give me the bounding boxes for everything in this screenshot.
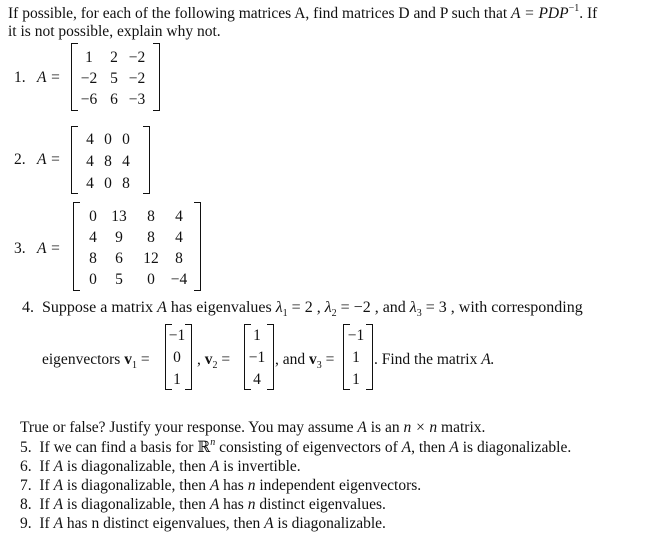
tf-item-text: is diagonalizable.	[462, 439, 572, 456]
problem-1-number: 1.	[14, 69, 26, 86]
problem-4-text-b: has eigenvalues	[170, 299, 272, 316]
problem-4-line-1	[22, 299, 583, 319]
find-var: A.	[481, 351, 495, 368]
v3-label	[275, 351, 335, 371]
tf-item-var: A	[401, 439, 412, 456]
problem-3-number: 3.	[14, 240, 26, 257]
tf-item-text: is diagonalizable, then	[66, 477, 206, 494]
matrix-cell: 4	[86, 131, 94, 148]
tf-item-text: If	[39, 515, 50, 532]
vector-cell: 4	[253, 371, 261, 388]
matrix-cell: 13	[111, 208, 127, 225]
matrix-cell: 6	[110, 91, 118, 108]
tf-item-text: is diagonalizable, then	[66, 496, 206, 513]
eigen-label-text: eigenvectors	[42, 351, 121, 368]
v1-symbol: v	[124, 351, 132, 368]
problem-3-left-bracket	[73, 202, 80, 291]
v2-label	[197, 351, 231, 371]
matrix-cell: 8	[147, 208, 155, 225]
vector-cell: 1	[253, 327, 261, 344]
intro-line-1	[8, 3, 598, 22]
matrix-cell: 0	[104, 131, 112, 148]
tf-item-text: is diagonalizable.	[277, 515, 386, 532]
vector-cell: −1	[168, 327, 186, 344]
tf-intro-dim: n × n	[403, 419, 438, 436]
v1-eq: =	[140, 351, 150, 368]
matrix-cell: −2	[128, 49, 146, 66]
tf-item-6	[20, 459, 301, 475]
v2-sub: 2	[212, 360, 218, 371]
matrix-cell: −2	[80, 70, 98, 87]
tf-item-text: is diagonalizable, then	[66, 458, 206, 475]
problem-2-left-bracket	[71, 126, 78, 194]
tf-item-text: If	[39, 496, 50, 513]
tf-item-var: A	[53, 496, 64, 513]
matrix-cell: 5	[115, 271, 123, 288]
lambda-1-value: = 2 ,	[291, 299, 321, 316]
tf-item-var: n	[247, 496, 256, 513]
matrix-cell: 8	[147, 229, 155, 246]
matrix-cell: 0	[122, 131, 130, 148]
tf-item-text: distinct eigenvalues.	[259, 496, 386, 513]
intro-formula: A = PDP	[511, 5, 569, 22]
matrix-cell: 4	[175, 229, 183, 246]
tf-item-var: A	[53, 458, 64, 475]
tf-item-text: has	[223, 496, 244, 513]
tf-item-var: A	[53, 477, 64, 494]
tf-item-number: 8.	[20, 496, 32, 513]
tf-intro-var: A	[357, 419, 367, 436]
matrix-cell: 0	[104, 175, 112, 192]
intro-line-2: it is not possible, explain why not.	[8, 23, 221, 40]
tf-intro-text: True or false? Justify your response. You may assume	[20, 419, 354, 436]
problem-2-lhs: A =	[37, 151, 61, 168]
tf-item-text: If	[39, 458, 50, 475]
matrix-cell: 9	[115, 229, 123, 246]
vector-cell: 1	[173, 371, 181, 388]
tf-item-text: , then	[411, 439, 446, 456]
matrix-cell: 8	[104, 153, 112, 170]
matrix-cell: −3	[128, 91, 146, 108]
problem-4-text: Suppose a matrix	[42, 299, 154, 316]
tf-intro-text-c: matrix.	[441, 419, 486, 436]
intro-end: . If	[579, 5, 598, 22]
matrix-cell: 8	[122, 175, 130, 192]
v2-comma: ,	[197, 351, 201, 368]
matrix-cell: 4	[175, 208, 183, 225]
tf-item-5	[20, 437, 572, 456]
matrix-cell: 8	[175, 250, 183, 267]
tf-item-text: has n distinct eigenvalues, then	[66, 515, 261, 532]
tf-item-var: A	[449, 439, 459, 456]
tf-item-var: A	[209, 496, 220, 513]
tf-intro	[20, 420, 485, 436]
tf-item-var: A	[264, 515, 274, 532]
intro-text: If possible, for each of the following matrices A, find matrices D and P such that	[8, 5, 508, 22]
intro-exponent: −1	[568, 3, 580, 14]
matrix-cell: 1	[85, 49, 93, 66]
tf-item-var: A	[209, 458, 220, 475]
tf-item-7	[20, 478, 421, 494]
vector-cell: 1	[352, 349, 360, 366]
v2-symbol: v	[204, 351, 213, 368]
lambda-2-sub: 2	[331, 308, 337, 319]
tf-item-number: 9.	[20, 515, 32, 532]
lambda-1: λ	[275, 299, 283, 316]
tf-item-number: 7.	[20, 477, 32, 494]
lambda-1-sub: 1	[282, 308, 288, 319]
matrix-cell: −4	[170, 271, 188, 288]
problem-1-right-bracket	[153, 43, 160, 111]
matrix-cell: 5	[110, 70, 118, 87]
tf-item-text: consisting of eigenvectors of	[219, 439, 398, 456]
problem-3-lhs: A =	[37, 240, 61, 257]
problem-4-var: A	[157, 299, 167, 316]
lambda-2-value: = −2 , and	[340, 299, 406, 316]
tf-item-9	[20, 516, 386, 532]
matrix-cell: 6	[115, 250, 123, 267]
lambda-3-sub: 3	[416, 308, 422, 319]
tf-intro-text-b: is an	[370, 419, 400, 436]
tf-item-var: A	[53, 515, 64, 532]
matrix-cell: 4	[86, 153, 94, 170]
reals-symbol: ℝ	[197, 439, 211, 456]
eigenvectors-label	[42, 351, 150, 371]
tf-item-text: If	[39, 477, 50, 494]
tf-item-text: has	[223, 477, 244, 494]
matrix-cell: 12	[143, 250, 159, 267]
problem-1-lhs: A =	[37, 69, 61, 86]
v2-eq: =	[221, 351, 231, 368]
lambda-3: λ	[409, 299, 417, 316]
matrix-cell: 4	[122, 153, 130, 170]
matrix-cell: −2	[128, 70, 146, 87]
v1-sub: 1	[131, 360, 137, 371]
v3-sub: 3	[316, 360, 322, 371]
tf-item-text: is invertible.	[223, 458, 301, 475]
v3-symbol: v	[309, 351, 317, 368]
vector-cell: −1	[248, 349, 266, 366]
problem-2-right-bracket	[143, 126, 150, 194]
matrix-cell: 0	[89, 208, 97, 225]
matrix-cell: 2	[110, 49, 118, 66]
tf-item-var: A	[209, 477, 220, 494]
vector-cell: −1	[347, 327, 365, 344]
matrix-cell: 0	[89, 271, 97, 288]
lambda-3-value: = 3 , with corresponding	[425, 299, 583, 316]
matrix-cell: 8	[89, 250, 97, 267]
matrix-cell: 4	[89, 229, 97, 246]
tf-item-var: n	[247, 477, 256, 494]
problem-3-right-bracket	[194, 202, 201, 291]
tf-item-number: 6.	[20, 458, 32, 475]
vector-cell: 0	[173, 349, 181, 366]
tf-item-number: 5.	[20, 439, 32, 456]
matrix-cell: 0	[147, 271, 155, 288]
tf-item-text: independent eigenvectors.	[259, 477, 422, 494]
tf-item-text: If we can find a basis for	[39, 439, 194, 456]
v3-eq: =	[325, 351, 335, 368]
v2-right-bracket	[267, 324, 274, 390]
find-matrix-text	[374, 352, 495, 368]
vector-cell: 1	[352, 371, 360, 388]
problem-4-number: 4.	[22, 299, 34, 316]
v3-and: , and	[275, 351, 306, 368]
v3-right-bracket	[366, 324, 373, 390]
tf-item-8	[20, 497, 386, 513]
matrix-cell: −6	[80, 91, 98, 108]
lambda-2: λ	[324, 299, 332, 316]
reals-exponent: n	[210, 437, 216, 448]
matrix-cell: 4	[86, 175, 94, 192]
find-text: . Find the matrix	[374, 351, 478, 368]
problem-2-number: 2.	[14, 151, 26, 168]
